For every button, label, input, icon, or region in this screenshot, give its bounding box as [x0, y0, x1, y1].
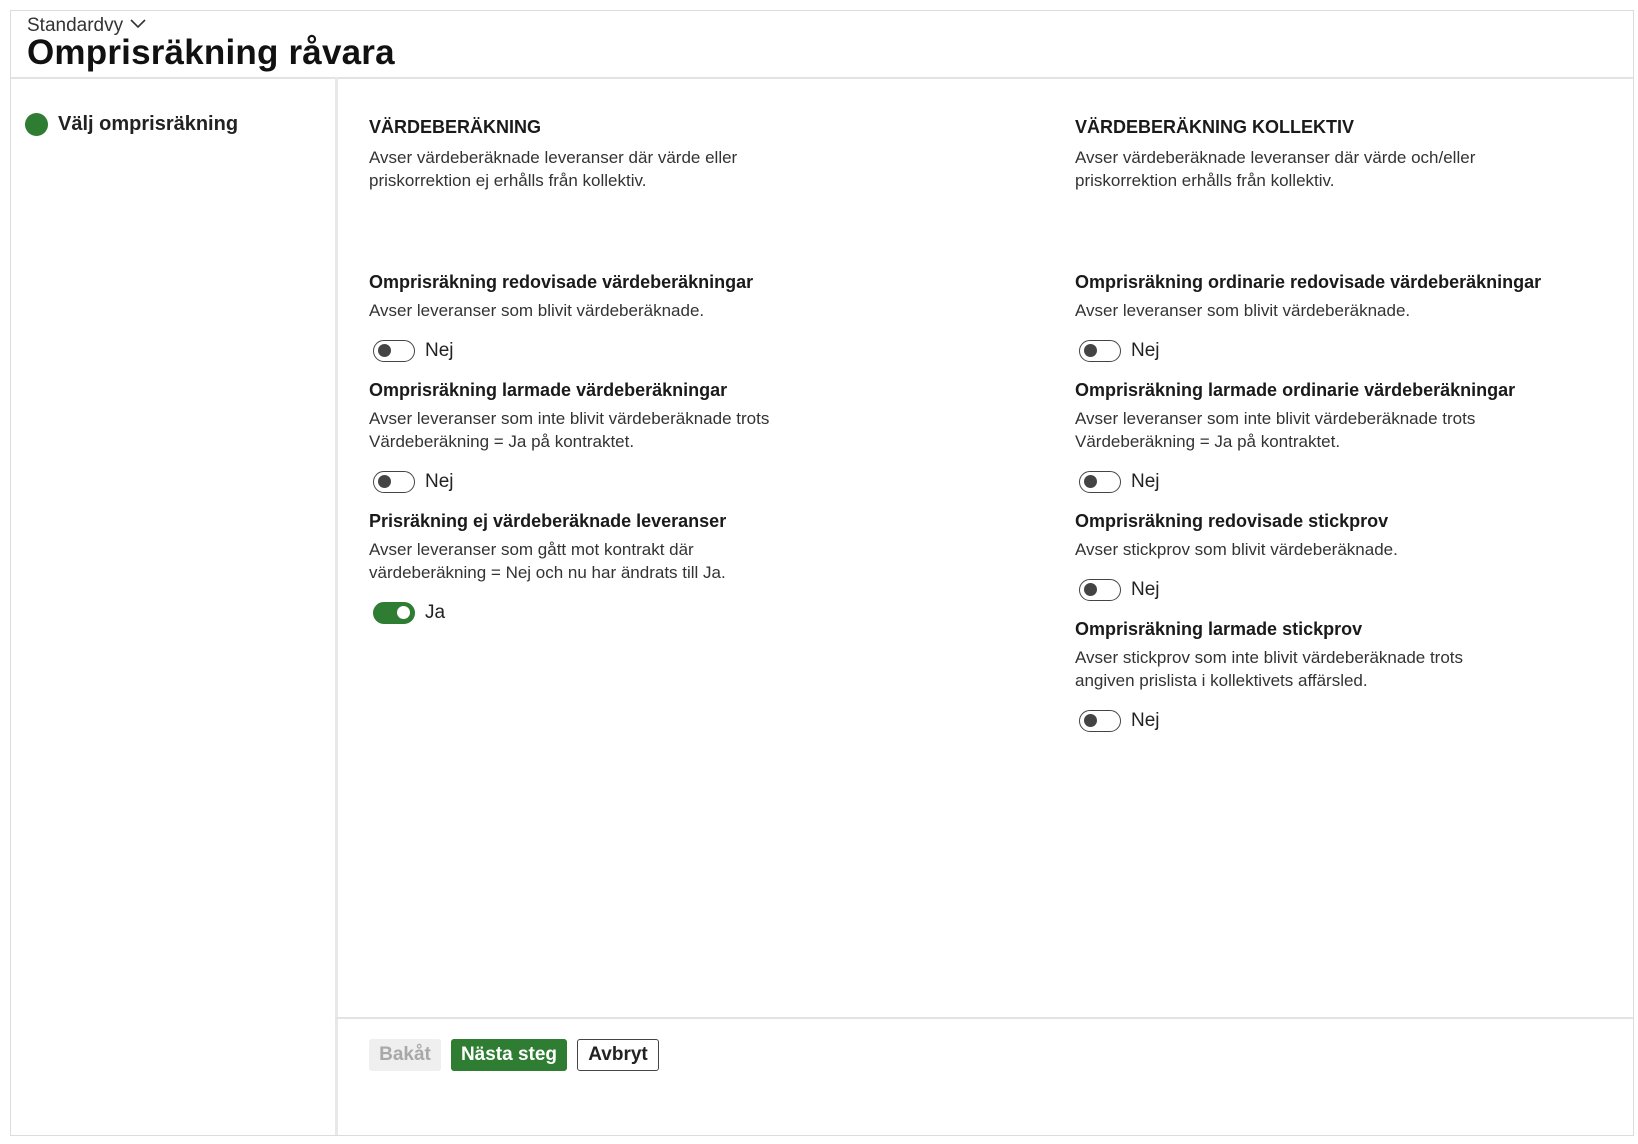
toggle-prisrakning-ej-vardeberaknade[interactable] — [373, 602, 415, 624]
page-header — [11, 11, 1633, 79]
toggle-value-text: Nej — [425, 340, 454, 361]
option-label: Omprisräkning larmade värdeberäkningar — [369, 380, 728, 400]
toggle-value-text: Nej — [1131, 340, 1160, 361]
section-title: VÄRDEBERÄKNING KOLLEKTIV — [1075, 117, 1355, 137]
toggle-redovisade-stickprov[interactable] — [1079, 579, 1121, 601]
page-title: Omprisräkning råvara — [27, 33, 395, 72]
toggle-knob — [1084, 344, 1097, 357]
option-label: Omprisräkning larmade stickprov — [1075, 619, 1363, 639]
toggle-omprisrakning-redovisade[interactable] — [373, 340, 415, 362]
option-group — [369, 380, 1009, 497]
option-label: Omprisräkning ordinarie redovisade värdeberäkningar — [1075, 272, 1542, 292]
toggle-knob — [397, 606, 410, 619]
option-group — [1075, 511, 1638, 605]
toggle-value-text: Nej — [425, 471, 454, 492]
sidebar-step-label: Välj omprisräkning — [58, 113, 239, 135]
option-group — [1075, 380, 1638, 497]
toggle-knob — [378, 475, 391, 488]
option-label: Prisräkning ej värdeberäknade leveranser — [369, 511, 727, 531]
section-title: VÄRDEBERÄKNING — [369, 117, 542, 137]
main-content — [335, 77, 1633, 1019]
toggle-knob — [378, 344, 391, 357]
wizard-frame — [10, 10, 1634, 1136]
toggle-larmade-stickprov[interactable] — [1079, 710, 1121, 732]
toggle-ordinarie-redovisade[interactable] — [1079, 340, 1121, 362]
option-description: Avser leveranser som gått mot kontrakt där värdeberäkning = Nej och nu har ändrats till Ja. — [369, 540, 726, 582]
wizard-footer — [335, 1019, 1633, 1135]
step-sidebar — [11, 77, 338, 1135]
toggle-value-text: Nej — [1131, 579, 1160, 600]
toggle-value-text: Nej — [1131, 471, 1160, 492]
next-step-button[interactable]: Nästa steg — [451, 1039, 567, 1071]
option-label: Omprisräkning redovisade värdeberäkningar — [369, 272, 754, 292]
option-label: Omprisräkning larmade ordinarie värdeberäkningar — [1075, 380, 1516, 400]
toggle-omprisrakning-larmade[interactable] — [373, 471, 415, 493]
option-description: Avser stickprov som inte blivit värdeberäknade trots angiven prislista i kollektivets affärsled. — [1075, 648, 1464, 690]
toggle-larmade-ordinarie[interactable] — [1079, 471, 1121, 493]
section-description: Avser värdeberäknade leveranser där värde och/eller priskorrektion erhålls från kollektiv. — [1075, 148, 1476, 190]
option-label: Omprisräkning redovisade stickprov — [1075, 511, 1389, 531]
step-status-dot-icon — [25, 113, 48, 136]
toggle-value-text: Nej — [1131, 710, 1160, 731]
section-description: Avser värdeberäknade leveranser där värde eller priskorrektion ej erhålls från kollektiv. — [369, 148, 738, 190]
option-description: Avser leveranser som blivit värdeberäknade. — [369, 301, 705, 320]
toggle-knob — [1084, 475, 1097, 488]
option-description: Avser leveranser som inte blivit värdeberäknade trots Värdeberäkning = Ja på kontraktet. — [369, 409, 770, 451]
option-description: Avser leveranser som blivit värdeberäknade. — [1075, 301, 1411, 320]
toggle-value-text: Ja — [425, 602, 446, 623]
option-description: Avser leveranser som inte blivit värdeberäknade trots Värdeberäkning = Ja på kontraktet. — [1075, 409, 1476, 451]
column-vardeberakning — [369, 117, 1009, 642]
option-group — [369, 511, 1009, 628]
option-group — [1075, 272, 1638, 366]
view-selector-label: Standardvy — [27, 15, 124, 36]
sidebar-step-valj-omprisrakning[interactable] — [25, 113, 238, 136]
option-group — [1075, 619, 1638, 736]
toggle-knob — [1084, 583, 1097, 596]
back-button[interactable]: Bakåt — [369, 1039, 441, 1071]
cancel-button[interactable]: Avbryt — [577, 1039, 659, 1071]
toggle-knob — [1084, 714, 1097, 727]
option-description: Avser stickprov som blivit värdeberäknade. — [1075, 540, 1398, 559]
column-vardeberakning-kollektiv — [1075, 117, 1638, 750]
option-group — [369, 272, 1009, 366]
